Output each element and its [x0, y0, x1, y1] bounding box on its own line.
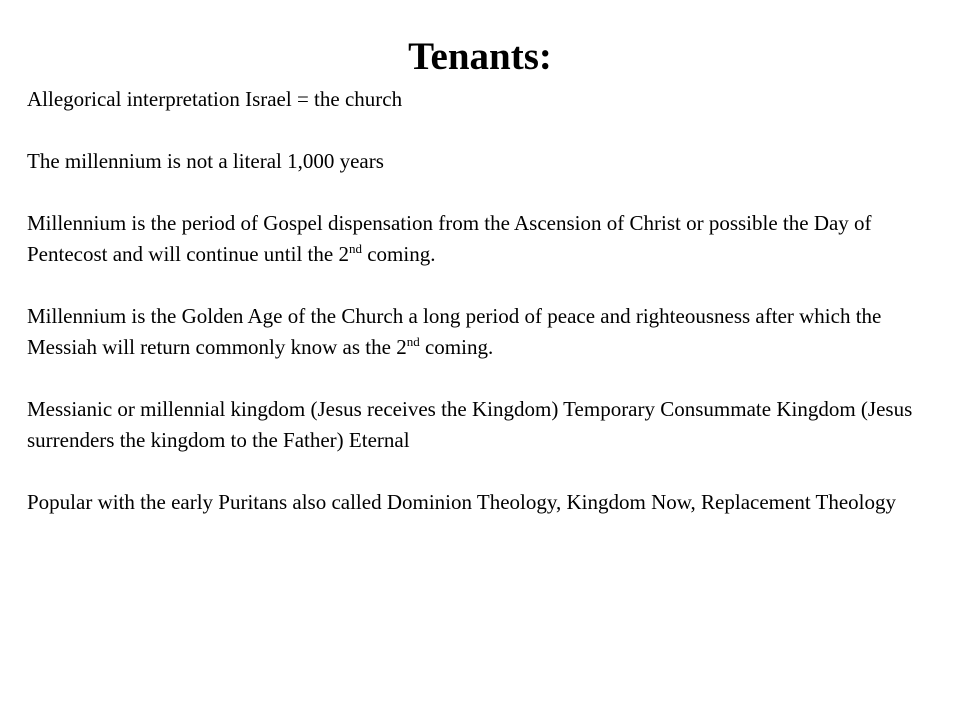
paragraph-kingdoms: Messianic or millennial kingdom (Jesus receives the Kingdom) Temporary Consummate Kingdom (Jesus surrenders the kingdom to the Father) Eternal	[27, 397, 913, 452]
paragraph-text: Millennium is the period of Gospel dispensation from the Ascension of Christ or possible the Day of Pentecost and will continue until the 2	[27, 211, 872, 266]
paragraph-golden-age	[27, 301, 937, 363]
paragraph-gospel-dispensation	[27, 208, 937, 270]
paragraph-millennium-not-literal: The millennium is not a literal 1,000 years	[27, 149, 384, 173]
paragraph-text-end: coming.	[419, 335, 494, 359]
paragraph-allegorical: Allegorical interpretation Israel = the church	[27, 87, 403, 111]
ordinal-superscript: nd	[348, 241, 362, 256]
paragraph-text-end: coming.	[361, 242, 436, 266]
slide-title: Tenants:	[408, 35, 552, 78]
slide-body	[27, 84, 937, 518]
paragraph-text: Millennium is the Golden Age of the Church a long period of peace and righteousness after which the Messiah will return commonly know as the 2	[27, 304, 882, 359]
ordinal-superscript: nd	[406, 334, 420, 349]
paragraph-puritans: Popular with the early Puritans also called Dominion Theology, Kingdom Now, Replacement Theology	[27, 490, 897, 514]
